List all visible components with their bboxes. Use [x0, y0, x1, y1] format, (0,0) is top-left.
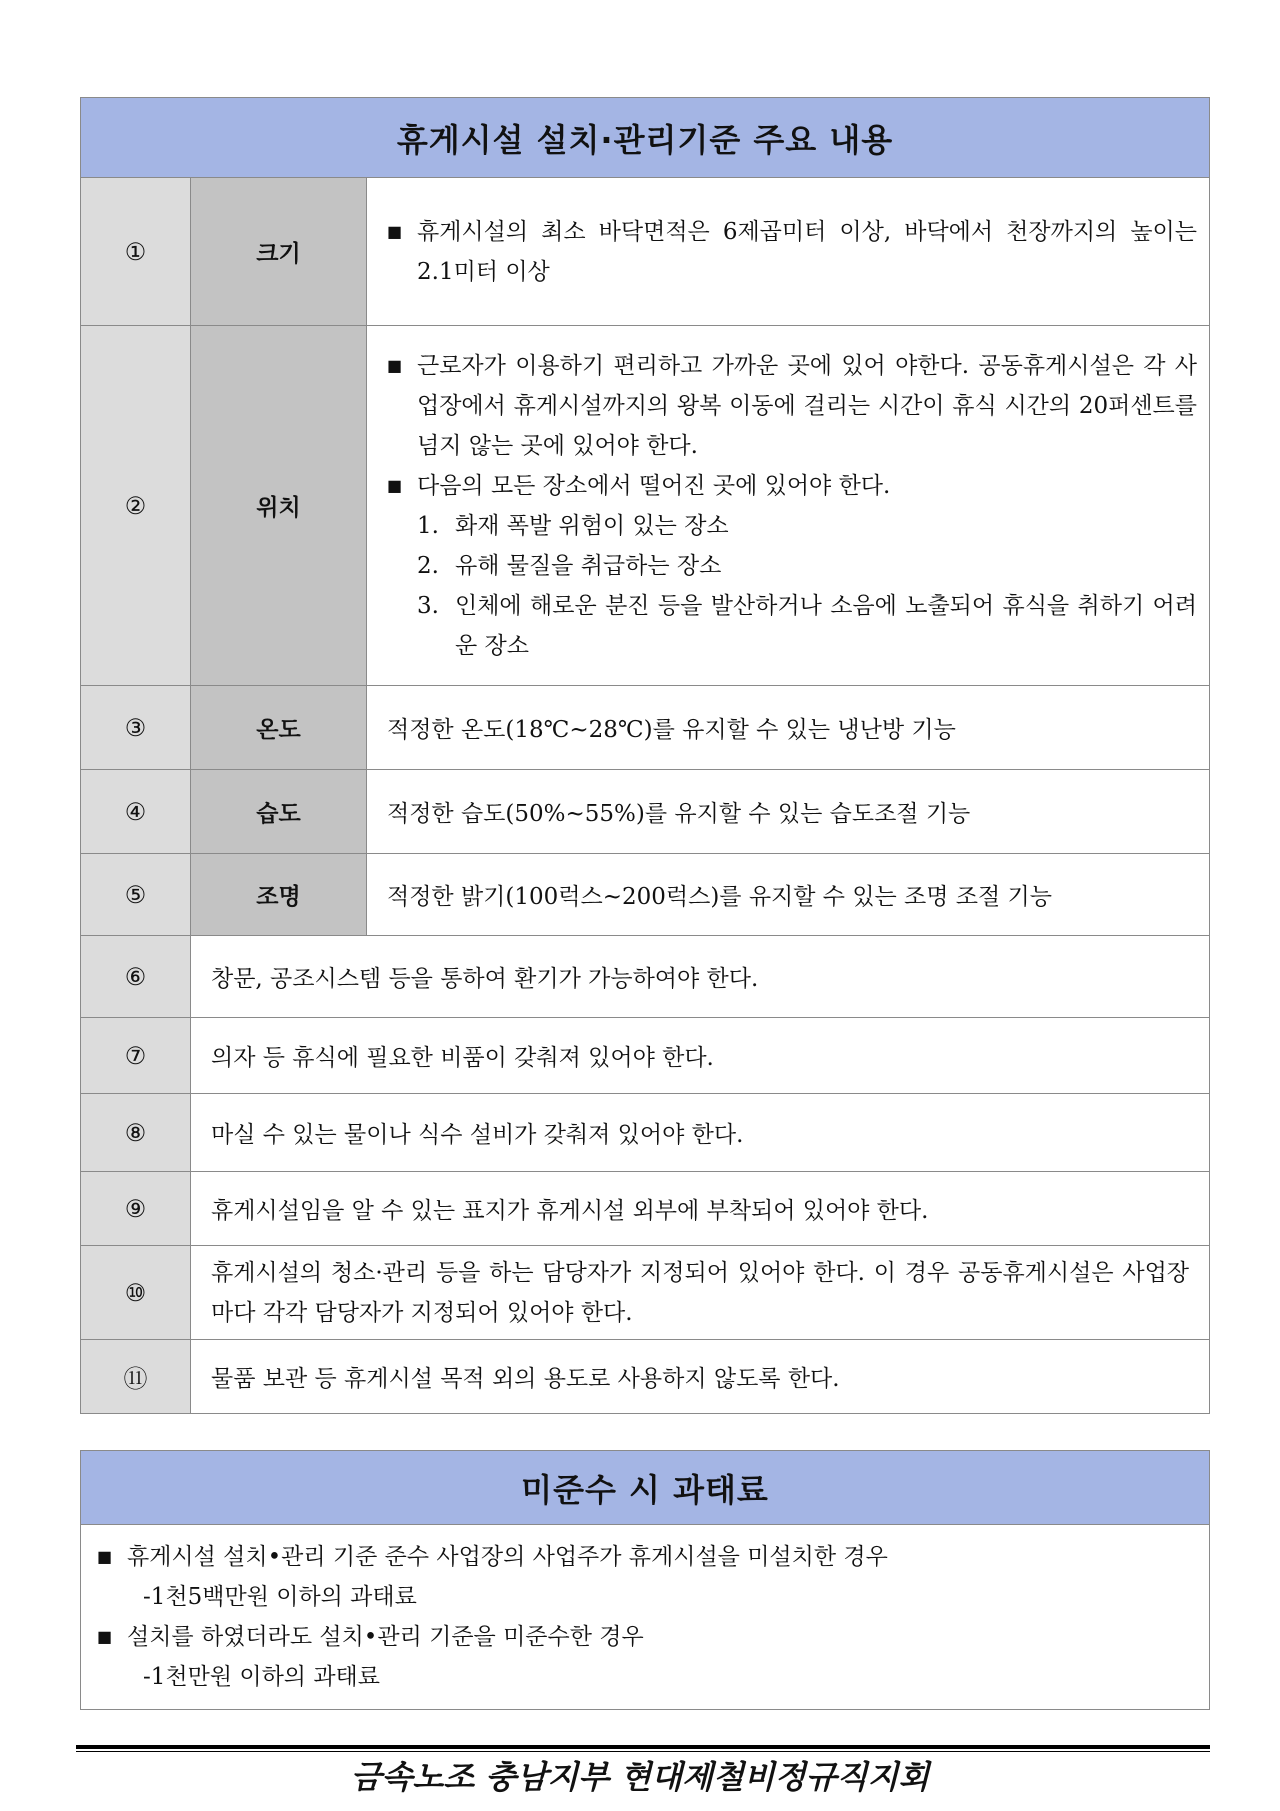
table-row	[81, 936, 1210, 1018]
penalty-content	[81, 1525, 1210, 1710]
table-row	[81, 854, 1210, 936]
bullet-icon: ■	[387, 355, 403, 375]
bullet-icon: ■	[387, 221, 403, 241]
bullet-icon: ■	[97, 1627, 113, 1646]
row-description: 마실 수 있는 물이나 식수 설비가 갖춰져 있어야 한다.	[191, 1094, 1210, 1172]
footer-signature: 금속노조 충남지부 현대제철비정규직지회	[350, 1758, 930, 1796]
standards-table	[80, 97, 1210, 1414]
row-category: 습도	[191, 770, 367, 854]
footer-divider	[76, 1745, 1210, 1749]
penalty-title: 미준수 시 과태료	[81, 1451, 1210, 1525]
row-description: 창문, 공조시스템 등을 통하여 환기가 가능하여야 한다.	[191, 936, 1210, 1018]
row-number: ⑩	[81, 1246, 191, 1340]
table-row	[81, 1246, 1210, 1340]
row-description: 물품 보관 등 휴게시설 목적 외의 용도로 사용하지 않도록 한다.	[191, 1340, 1210, 1414]
row-description: 적정한 밝기(100럭스~200럭스)를 유지할 수 있는 조명 조절 기능	[367, 854, 1210, 936]
standards-table-title: 휴게시설 설치·관리기준 주요 내용	[81, 98, 1210, 178]
table-row	[81, 770, 1210, 854]
table-row	[81, 1172, 1210, 1246]
row-number: ③	[81, 686, 191, 770]
row-number: ⑦	[81, 1018, 191, 1094]
row-description: ■ 근로자가 이용하기 편리하고 가까운 곳에 있어 야한다. 공동휴게시설은 각 사업장에서 휴게시설까지의 왕복 이동에 걸리는 시간이 휴식 시간의 20퍼센트를 넘지 않는 곳에 있어야 한다. ■ 다음의 모든 장소에서 떨어진 곳에 있어야 한다. 1. 화재 폭발 위험이 있는 장소 2. 유해 물질을 취급하는 장소 3. 인체에 해로운 분진 등을 발산하거나 소음에 노출되어 휴식을 취하기 어려운 장소	[367, 326, 1210, 686]
penalty-amount: -1천만원 이하의 과태료	[143, 1664, 380, 1690]
table-row	[81, 1340, 1210, 1414]
list-item: 3. 인체에 해로운 분진 등을 발산하거나 소음에 노출되어 휴식을 취하기 어려운 장소	[417, 592, 1197, 659]
table-row	[81, 686, 1210, 770]
row-description: 휴게시설의 청소·관리 등을 하는 담당자가 지정되어 있어야 한다. 이 경우 공동휴게시설은 사업장마다 각각 담당자가 지정되어 있어야 한다.	[191, 1246, 1210, 1340]
list-item: 2. 유해 물질을 취급하는 장소	[417, 552, 722, 579]
table-row	[81, 178, 1210, 326]
bullet-icon: ■	[387, 475, 403, 495]
row-number: ⑧	[81, 1094, 191, 1172]
table-row	[81, 1018, 1210, 1094]
row-description: 적정한 습도(50%~55%)를 유지할 수 있는 습도조절 기능	[367, 770, 1210, 854]
table-row	[81, 1094, 1210, 1172]
row-category: 크기	[191, 178, 367, 326]
row-category: 조명	[191, 854, 367, 936]
row-number: ⑤	[81, 854, 191, 936]
list-item: 1. 화재 폭발 위험이 있는 장소	[417, 512, 729, 539]
row-number: ①	[81, 178, 191, 326]
row-number: ④	[81, 770, 191, 854]
penalty-amount: -1천5백만원 이하의 과태료	[143, 1584, 417, 1610]
row-number: ⑨	[81, 1172, 191, 1246]
location-list	[387, 506, 1197, 666]
row-description: 휴게시설임을 알 수 있는 표지가 휴게시설 외부에 부착되어 있어야 한다.	[191, 1172, 1210, 1246]
table-row	[81, 326, 1210, 686]
row-description: 적정한 온도(18℃~28℃)를 유지할 수 있는 냉난방 기능	[367, 686, 1210, 770]
row-number: ⑥	[81, 936, 191, 1018]
row-category: 온도	[191, 686, 367, 770]
row-description: ■ 휴게시설의 최소 바닥면적은 6제곱미터 이상, 바닥에서 천장까지의 높이는 2.1미터 이상	[367, 178, 1210, 326]
row-description: 의자 등 휴식에 필요한 비품이 갖춰져 있어야 한다.	[191, 1018, 1210, 1094]
penalty-table	[80, 1450, 1210, 1710]
row-number: ⑪	[81, 1340, 191, 1414]
row-category: 위치	[191, 326, 367, 686]
list-item: ■ 설치를 하였더라도 설치•관리 기준을 미준수한 경우	[97, 1617, 1193, 1657]
bullet-icon: ■	[97, 1547, 113, 1566]
list-item: ■ 휴게시설 설치•관리 기준 준수 사업장의 사업주가 휴게시설을 미설치한 경우	[97, 1537, 1193, 1577]
row-number: ②	[81, 326, 191, 686]
